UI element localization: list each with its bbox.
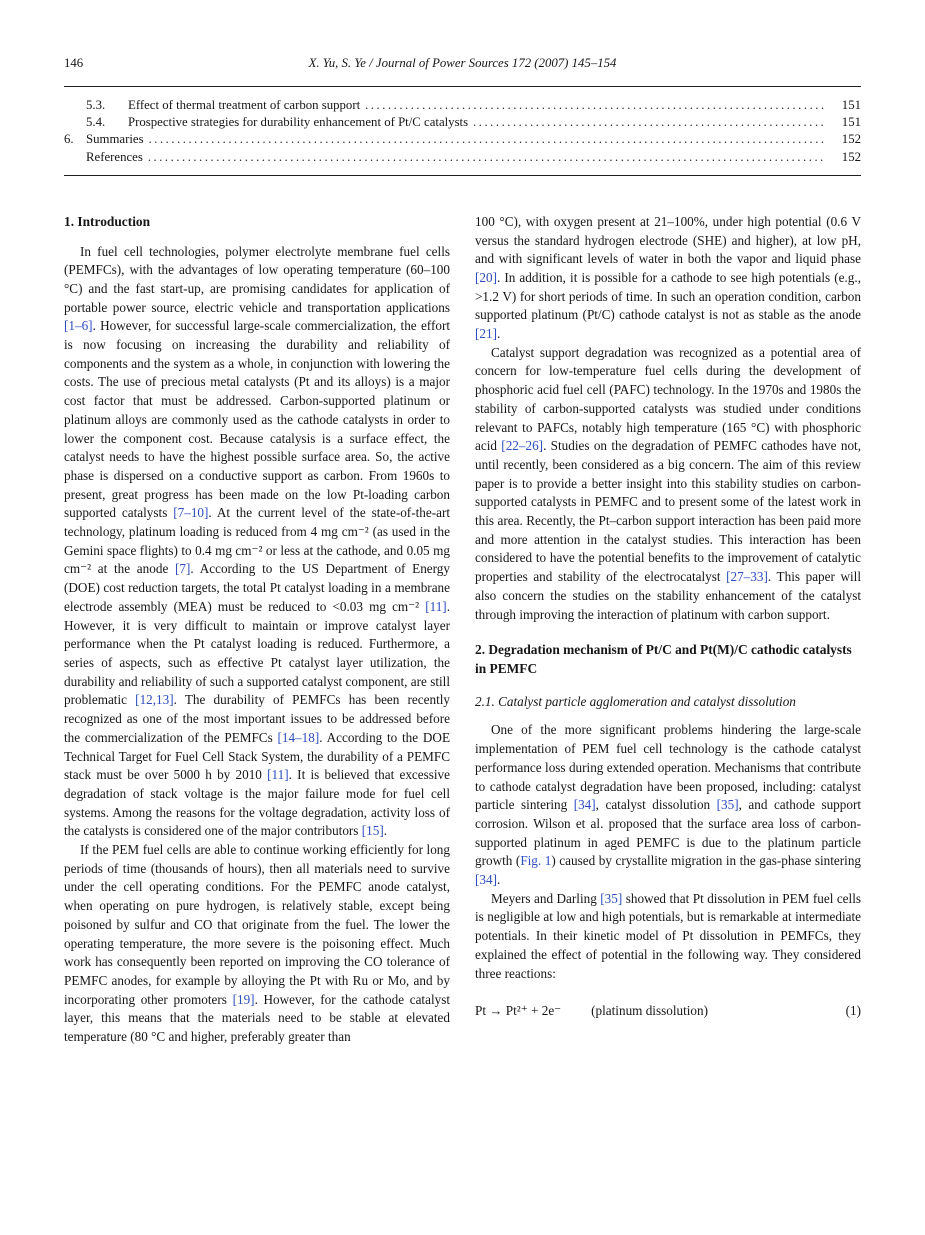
citation-link[interactable]: [35] [600,890,623,906]
citation-link[interactable]: [19] [232,991,255,1007]
page-number: 146 [64,56,84,70]
toc-entry-page: 151 [841,98,861,112]
paragraph: In fuel cell technologies, polymer electrolyte membrane fuel cells (PEMFCs), with the advantages of low operating temperature (60–100 °C) and the fast start-up, are promising candidates for application of portable power source, electric vehicle and transportation applications [1–6]. However, for successful large-scale commercialization, the effort is now focusing on increasing the durability and reliability of components and the system as a whole, in conjunction with lowering the costs. The use of precious metal catalysts (Pt and its alloys) is a major cost factor that must be addressed. Carbon-supported platinum or platinum alloys are commonly used as the cathode catalysts in order to lower the component cost. Because catalysis is a surface effect, the catalyst needs to have the highest possible surface area. So, the active phase is dispersed on a conductive support as carbon. From 1960s to present, great progress has been made on the low Pt-loading carbon supported catalysts [7–10]. At the current level of the state-of-the-art technology, platinum loading is reduced from 4 mg cm⁻² (as used in the Gemini space flights) to 0.4 mg cm⁻² or less at the cathode, and 0.05 mg cm⁻² at the anode [7]. According to the US Department of Energy (DOE) cost reduction targets, the total Pt catalyst loading in a membrane electrode assembly (MEA) must be reduced to <0.03 mg cm⁻² [11]. However, it is very difficult to maintain or improve catalyst layer performance when the Pt catalyst loading is reduced. Furthermore, a series of aspects, such as effective Pt catalyst layer utilization, the durability and reliability of such a supported catalyst component, are still problematic [12,13]. The durability of PEMFCs has been recently recognized as one of the most important issues to be addressed before the commercialization of the PEMFCs [14–18]. According to the DOE Technical Target for Fuel Cell Stack System, the durability of a PEMFC stack must be over 5000 h by 2010 [11]. It is believed that excessive degradation of stack voltage is the major failure mode for fuel cell systems. Among the reasons for the voltage degradation, activity loss of the catalysts is considered one of the major contributors [15]. [64,243,451,839]
citation-link[interactable]: [27–33] [726,569,768,585]
toc-row [64,149,861,166]
citation-link[interactable]: [22–26] [501,438,544,454]
citation-link[interactable]: [34] [573,797,596,813]
toc-dot-leader [365,97,825,114]
paragraph: If the PEM fuel cells are able to continue working efficiently for long periods of time (thousands of hours), then all materials need to survive under the cell operating conditions. For the PEMFC anode catalyst, when operating on pure hydrogen, is relatively stable, except being poisoned by sulfur and CO that originate from the fuel. The lower the operating temperature, the more severe is the poisoning effect. Much work has consequently been reported on improving the CO tolerance of PEMFC anodes, for example by alloying the Pt with Ru or Mo, and by incorporating other promoters [19]. However, for the cathode catalyst layer, this means that the materials need to be stable at elevated temperature (80 °C and higher, preferably greater than [64,842,450,1045]
citation-link[interactable]: [7] [175,561,191,577]
citation-link[interactable]: [34] [475,872,497,888]
paragraph: 100 °C), with oxygen present at 21–100%, under high potential (0.6 V versus the standard hydrogen electrode (SHE) and higher), at low pH, and with significant levels of water in both the vapor and liquid phase [20]. In addition, it is possible for a cathode to see high potentials (e.g., >1.2 V) for short periods of time. In such an operation condition, carbon supported platinum (Pt/C) cathode catalyst is not as stable as the anode [21]. [475,213,861,342]
toc-entry-label: Summaries [86,132,144,147]
paragraph: Catalyst support degradation was recognized as a potential area of concern for low-temperature fuel cells during the development of phosphoric acid fuel cell (PAFC) technology. In the 1970s and 1980s the stability of carbon-supported catalysts was studied under conditions relevant to PAFCs, notably high temperature (165 °C) with phosphoric acid [22–26]. Studies on the degradation of PEMFC cathodes have not, until recently, been considered as a big concern. The aim of this review paper is to provide a better insight into this stability studies on carbon-supported catalysts in PEMFC and to present some of the latest work in this area. Recently, the Pt–carbon support interaction has been paid more and more attention in the catalyst studies. This interaction has been considered to have the potential benefits to the improvement of catalytic properties and stability of the electrocatalyst [27–33]. This paper will also concern the studies on the stability enhancement of the catalyst through improving the interaction of platinum with carbon support. [475,344,862,622]
toc-entry-label: Prospective strategies for durability enhancement of Pt/C catalysts [128,115,469,130]
toc-row [64,131,861,148]
toc-entry-page: 151 [841,115,861,130]
section-heading: 1. Introduction [64,213,151,229]
toc-dot-leader [149,131,825,148]
figure-link[interactable]: Fig. 1 [520,853,552,869]
toc-entry-page: 152 [841,149,861,164]
toc-row [64,97,861,114]
toc-entry-number: 5.4. [86,115,106,130]
toc-rule [64,175,861,176]
equation-note: (platinum dissolution) [591,1003,708,1019]
citation-link[interactable]: [11] [267,767,289,783]
toc-entry-page: 152 [841,132,861,147]
subsection-heading: 2.1. Catalyst particle agglomeration and catalyst dissolution [475,693,796,709]
page-header [64,56,861,73]
right-column [475,213,861,1047]
citation-link[interactable]: [12,13] [135,692,174,708]
toc-dot-leader [148,149,825,166]
paragraph: Meyers and Darling [35] showed that Pt dissolution in PEM fuel cells is negligible at low and high potentials, but is remarkable at intermediate potentials. In their kinetic model of Pt dissolution in PEMFCs, they explained the effect of potential in the following way. They considered three reactions: [475,890,861,981]
running-head: X. Yu, S. Ye / Journal of Power Sources 172 (2007) 145–154 [308,56,617,70]
article-body [64,213,861,1047]
left-column [64,213,450,1047]
citation-link[interactable]: [35] [716,797,739,813]
toc-dot-leader [473,114,825,131]
toc-entry-number: 6. [64,132,74,147]
equation [475,1002,861,1021]
citation-link[interactable]: [1–6] [64,318,93,334]
citation-link[interactable]: [7–10] [173,505,209,521]
citation-link[interactable]: [14–18] [277,729,320,745]
citation-link[interactable]: [21] [475,326,497,342]
toc-entry-label: References [86,149,143,164]
paragraph: One of the more significant problems hindering the large-scale implementation of PEM fuel cell technology is the cathode catalyst performance loss during extended operation. Mechanisms that contribute to cathode catalyst degradation have been proposed, including: catalyst particle sintering [34], catalyst dissolution [35], and cathode support corrosion. Wilson et al. proposed that the surface area loss of carbon-supported platinum in aged PEMFC is due to the platinum particle growth (Fig. 1) caused by crystallite migration in the gas-phase sintering [34]. [475,722,862,888]
equation-body: Pt → Pt²⁺ + 2e⁻ [475,1003,562,1019]
table-of-contents [64,87,861,175]
equation-number: (1) [845,1003,861,1019]
toc-entry-number: 5.3. [86,98,106,112]
toc-row [64,114,861,131]
citation-link[interactable]: [15] [361,823,384,839]
section-heading: 2. Degradation mechanism of Pt/C and Pt(M)/C cathodic catalysts in PEMFC [475,642,852,676]
toc-entry-label: Effect of thermal treatment of carbon support [128,98,361,112]
citation-link[interactable]: [20] [475,269,497,285]
citation-link[interactable]: [11] [425,598,447,614]
